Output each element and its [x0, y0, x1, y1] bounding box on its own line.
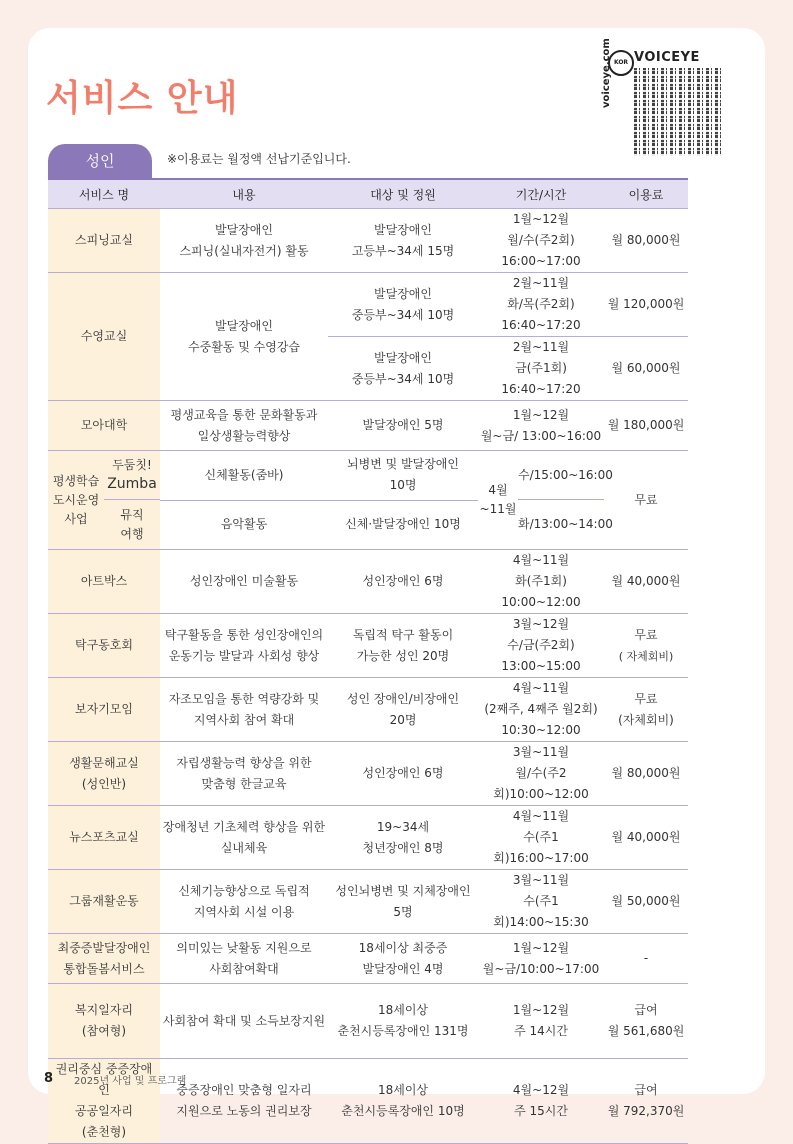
service-fee: 월 60,000원	[604, 337, 688, 401]
service-target: 성인장애인 6명	[328, 550, 478, 614]
table-row	[48, 273, 688, 337]
service-name: 복지일자리 (참여형)	[48, 984, 160, 1059]
service-target: 19~34세 청년장애인 8명	[328, 806, 478, 870]
service-period: 4월~12월 주 15시간	[478, 1059, 604, 1144]
service-content: 발달장애인 수중활동 및 수영강습	[160, 273, 328, 401]
lifelong-months: 4월 ~11월	[479, 483, 517, 516]
kor-badge: KOR	[608, 50, 634, 76]
service-target: 성인뇌병변 및 지체장애인 5명	[328, 870, 478, 934]
service-table	[48, 178, 688, 1144]
service-fee: 월 40,000원	[604, 806, 688, 870]
service-target: 발달장애인 5명	[328, 401, 478, 451]
table-row	[48, 550, 688, 614]
voiceye-url: voiceye.com	[601, 38, 612, 108]
service-period: 2월~11월 화/목(주2회) 16:40~17:20	[478, 273, 604, 337]
header-period: 기간/시간	[478, 179, 604, 209]
voiceye-qr[interactable]	[601, 38, 718, 180]
service-content: 탁구활동을 통한 성인장애인의 운동기능 발달과 사회성 향상	[160, 614, 328, 678]
service-name	[48, 451, 160, 550]
table-row	[48, 870, 688, 934]
service-period: 1월~12월 월~금/10:00~17:00	[478, 934, 604, 984]
service-fee: 월 40,000원	[604, 550, 688, 614]
service-content: 장애청년 기초체력 향상을 위한 실내체육	[160, 806, 328, 870]
service-fee: 월 50,000원	[604, 870, 688, 934]
service-name: 뉴스포츠교실	[48, 806, 160, 870]
service-content: 발달장애인 스피닝(실내자전거) 활동	[160, 209, 328, 273]
service-fee: 월 80,000원	[604, 742, 688, 806]
table-row	[48, 678, 688, 742]
service-content: 평생교육을 통한 문화활동과 일상생활능력향상	[160, 401, 328, 451]
service-name: 수영교실	[48, 273, 160, 401]
service-content: 중증장애인 맞춤형 일자리 지원으로 노동의 권리보장	[160, 1059, 328, 1144]
lifelong-sub-zumba: 두둠칫! Zumba	[104, 451, 160, 500]
table-row	[48, 209, 688, 273]
table-header-row	[48, 179, 688, 209]
fee-note: ※이용료는 월정액 선납기준입니다.	[167, 152, 351, 166]
service-period: 1월~12월 주 14시간	[478, 984, 604, 1059]
service-period	[478, 451, 613, 550]
service-target: 뇌병변 및 발달장애인 10명	[328, 451, 478, 501]
service-period: 4월~11월 수(주1회)16:00~17:00	[478, 806, 604, 870]
service-target: 18세이상 춘천시등록장애인 10명	[328, 1059, 478, 1144]
service-target: 18세이상 최중증 발달장애인 4명	[328, 934, 478, 984]
header-target: 대상 및 정원	[328, 179, 478, 209]
section-tab: 성인	[48, 144, 152, 178]
lifelong-sub-music: 뮤직 여행	[120, 507, 144, 541]
service-fee: 무료 ( 자체회비)	[604, 614, 688, 678]
service-fee: 월 120,000원	[604, 273, 688, 337]
service-period: 2월~11월 금(주1회) 16:40~17:20	[478, 337, 604, 401]
header-service: 서비스 명	[48, 179, 160, 209]
table-row	[48, 806, 688, 870]
lifelong-time-zumba: 수/15:00~16:00	[518, 451, 604, 500]
service-target: 성인 장애인/비장애인 20명	[328, 678, 478, 742]
service-target: 발달장애인 중등부~34세 10명	[328, 273, 478, 337]
table-row	[48, 742, 688, 806]
table-row	[48, 614, 688, 678]
service-fee: 월 180,000원	[604, 401, 688, 451]
service-name: 스피닝교실	[48, 209, 160, 273]
service-fee: -	[604, 934, 688, 984]
service-fee: 월 80,000원	[604, 209, 688, 273]
service-period: 1월~12월 월~금/ 13:00~16:00	[478, 401, 604, 451]
service-target: 신체·발달장애인 10명	[328, 500, 478, 550]
service-name: 모아대학	[48, 401, 160, 451]
footer-text: 2025년 사업 및 프로그램	[74, 1076, 187, 1087]
service-name: 생활문해교실 (성인반)	[48, 742, 160, 806]
lifelong-title: 평생학습 도시운영 사업	[52, 473, 100, 526]
service-target: 18세이상 춘천시등록장애인 131명	[328, 984, 478, 1059]
service-content: 자조모임을 통한 역량강화 및 지역사회 참여 확대	[160, 678, 328, 742]
service-content: 의미있는 낮활동 지원으로 사회참여확대	[160, 934, 328, 984]
service-name: 최중증발달장애인 통합돌봄서비스	[48, 934, 160, 984]
table-row	[48, 984, 688, 1059]
table-row	[48, 934, 688, 984]
service-name: 보자기모임	[48, 678, 160, 742]
service-content: 사회참여 확대 및 소득보장지원	[160, 984, 328, 1059]
service-period: 1월~12월 월/수(주2회) 16:00~17:00	[478, 209, 604, 273]
service-content: 자립생활능력 향상을 위한 맞춤형 한글교육	[160, 742, 328, 806]
page-title: 서비스 안내	[46, 78, 239, 119]
lifelong-time-music: 화/13:00~14:00	[518, 517, 613, 531]
service-period: 4월~11월 (2째주, 4째주 월2회) 10:30~12:00	[478, 678, 604, 742]
service-name: 아트박스	[48, 550, 160, 614]
table-row	[48, 451, 688, 501]
service-period: 3월~11월 월/수(주2회)10:00~12:00	[478, 742, 604, 806]
service-fee: 급여 월 561,680원	[604, 984, 688, 1059]
service-name: 탁구동호회	[48, 614, 160, 678]
table-row	[48, 401, 688, 451]
service-period: 3월~11월 수(주1회)14:00~15:30	[478, 870, 604, 934]
service-content: 음악활동	[160, 500, 328, 550]
service-target: 독립적 탁구 활동이 가능한 성인 20명	[328, 614, 478, 678]
page-number: 8	[44, 1071, 54, 1086]
service-target: 발달장애인 중등부~34세 10명	[328, 337, 478, 401]
header-fee: 이용료	[604, 179, 688, 209]
service-content: 신체기능향상으로 독립적 지역사회 시설 이용	[160, 870, 328, 934]
service-target: 발달장애인 고등부~34세 15명	[328, 209, 478, 273]
service-target: 성인장애인 6명	[328, 742, 478, 806]
header-content: 내용	[160, 179, 328, 209]
service-fee: 무료	[604, 451, 688, 550]
service-fee: 무료 (자체회비)	[604, 678, 688, 742]
service-period: 4월~11월 화(주1회) 10:00~12:00	[478, 550, 604, 614]
service-content: 성인장애인 미술활동	[160, 550, 328, 614]
qr-code-icon	[634, 68, 722, 156]
service-period: 3월~12월 수/금(주2회) 13:00~15:00	[478, 614, 604, 678]
voiceye-logo: VOICEYE	[634, 50, 700, 65]
service-fee: 급여 월 792,370원	[604, 1059, 688, 1144]
service-name: 권리중심 중증장애인 공공일자리 (춘천형)	[48, 1059, 160, 1144]
service-name: 그룹재활운동	[48, 870, 160, 934]
service-content: 신체활동(줌바)	[160, 451, 328, 501]
